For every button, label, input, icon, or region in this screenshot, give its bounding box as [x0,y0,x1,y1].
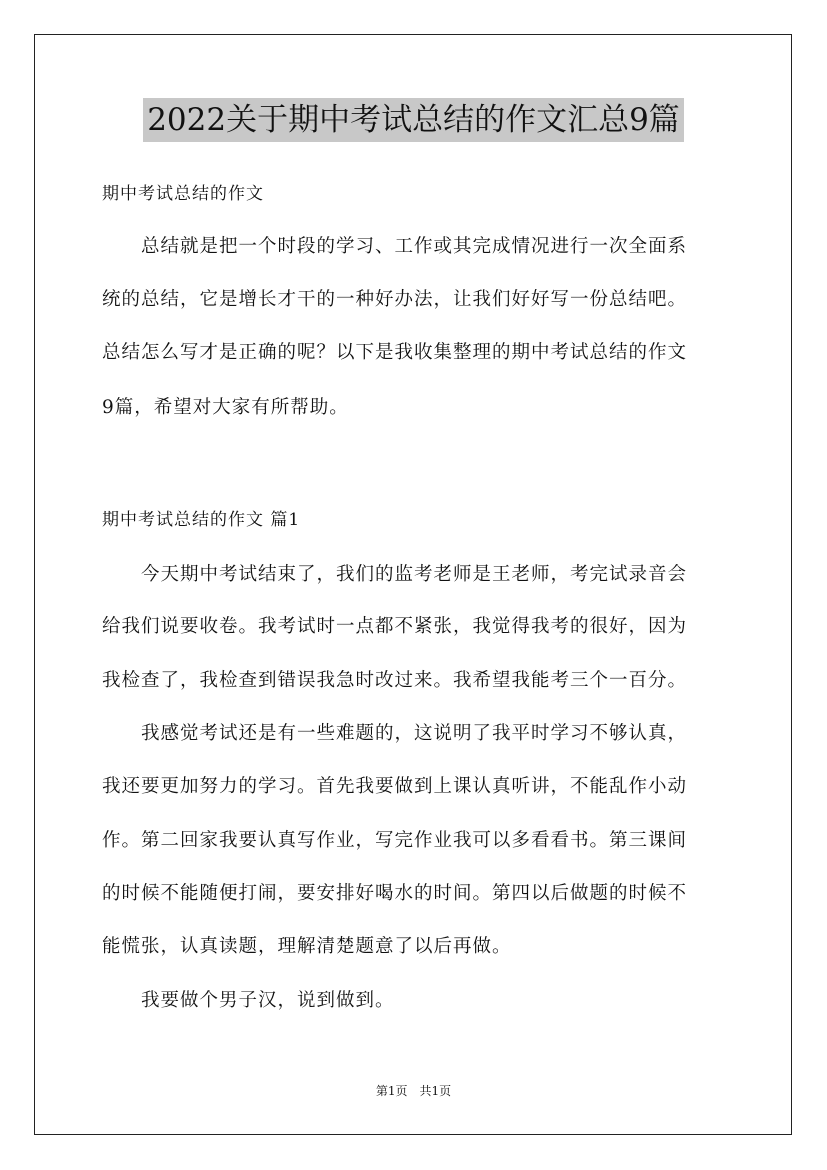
article-1-line-9: 我要做个男子汉，说到做到。 [102,990,395,1011]
title-container [0,98,827,142]
article-1-line-1: 今天期中考试结束了，我们的监考老师是王老师，考完试录音会 [102,564,688,585]
intro-line-2: 统的总结，它是增长才干的一种好办法，让我们好好写一份总结吧。 [102,289,688,310]
article-1-line-6: 作。第二回家我要认真写作业，写完作业我可以多看看书。第三课间 [102,830,688,851]
document-title: 2022关于期中考试总结的作文汇总9篇 [143,98,684,142]
article-1-heading: 期中考试总结的作文 篇1 [102,510,301,530]
article-1-line-2: 给我们说要收卷。我考试时一点都不紧张，我觉得我考的很好，因为 [102,616,688,637]
article-1-line-4: 我感觉考试还是有一些难题的，这说明了我平时学习不够认真， [102,723,688,744]
article-1-line-5: 我还要更加努力的学习。首先我要做到上课认真听讲，不能乱作小动 [102,776,688,797]
intro-line-1: 总结就是把一个时段的学习、工作或其完成情况进行一次全面系 [102,236,688,257]
article-1-line-3: 我检查了，我检查到错误我急时改过来。我希望我能考三个一百分。 [102,670,688,691]
intro-line-4: 9篇，希望对大家有所帮助。 [102,397,349,418]
page-footer: 第1页 共1页 [375,1084,452,1098]
article-1-line-7: 的时候不能随便打闹，要安排好喝水的时间。第四以后做题的时候不 [102,883,688,904]
article-1-line-8: 能慌张，认真读题，理解清楚题意了以后再做。 [102,936,512,957]
intro-line-3: 总结怎么写才是正确的呢？以下是我收集整理的期中考试总结的作文 [102,342,688,363]
intro-heading: 期中考试总结的作文 [102,184,264,204]
